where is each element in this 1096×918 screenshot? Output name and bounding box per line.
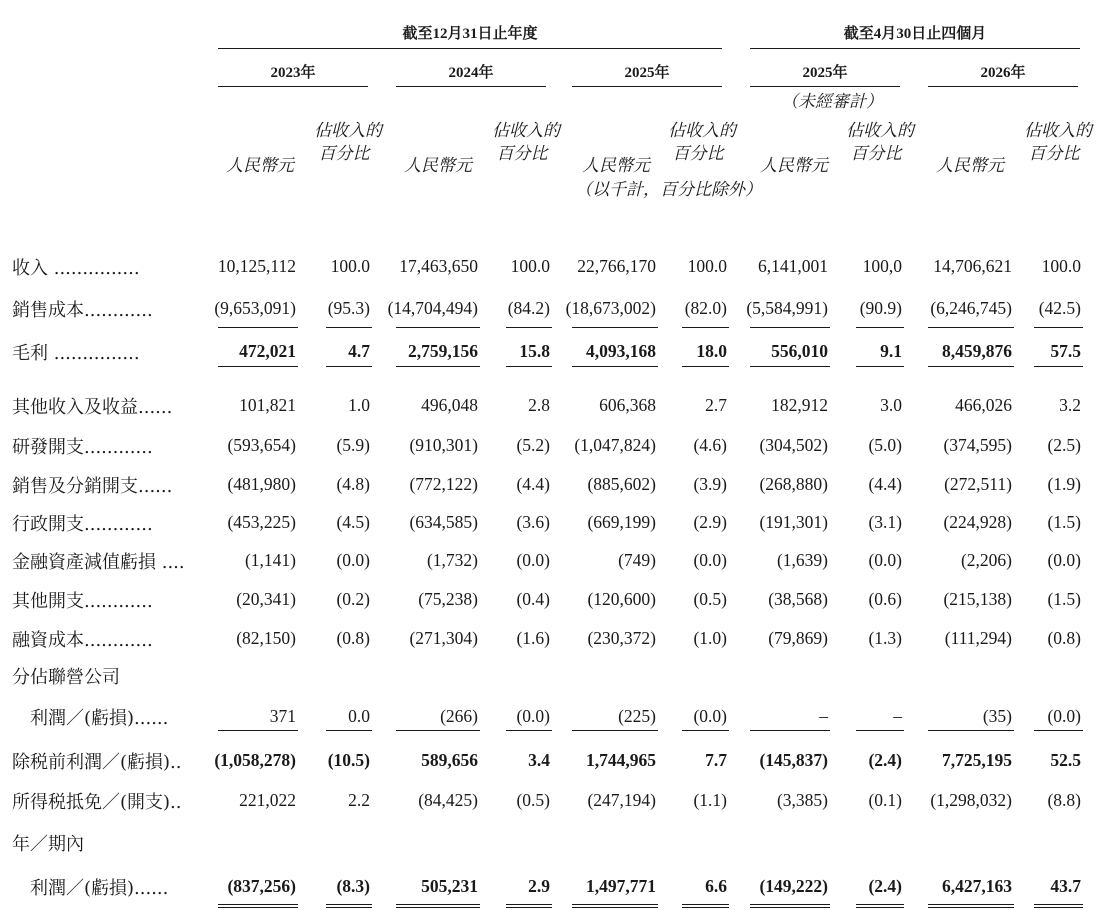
total-double-rule-rmb-2024: [396, 904, 480, 908]
total-double-rule-pct-2023: [326, 904, 372, 908]
cell-rmb-2025: (669,199): [587, 512, 656, 532]
cell-rmb-2025-4m: (149,222): [759, 876, 828, 896]
row-label: 年／期內: [12, 834, 84, 855]
cell-pct-2025-4m: 100,0: [862, 256, 902, 276]
row-label: 研發開支............: [12, 437, 153, 458]
cell-rmb-2023: (1,058,278): [214, 750, 296, 770]
rmb-header-2023: 人民幣元: [226, 156, 294, 175]
cell-rmb-2025: 22,766,170: [577, 256, 656, 276]
year-rule-2025: [572, 86, 722, 87]
cell-rmb-2025: (230,372): [587, 628, 656, 648]
subtotal-rule-pct-2025: [682, 366, 729, 367]
cell-pct-2023: (4.5): [336, 512, 370, 532]
subtotal-rule-pct-2025-4m: [856, 327, 904, 328]
subtotal-rule-pct-2024: [506, 366, 552, 367]
cell-pct-2026-4m: (8.8): [1047, 790, 1081, 810]
cell-rmb-2026-4m: (2,206): [960, 550, 1012, 570]
cell-rmb-2026-4m: (35): [982, 706, 1012, 726]
row-label: 銷售及分銷開支......: [12, 476, 173, 497]
pct-header-line1: 佔收入的: [314, 121, 382, 140]
cell-rmb-2025-4m: (3,385): [776, 790, 828, 810]
cell-rmb-2025: (1,047,824): [574, 435, 656, 455]
cell-pct-2025: (3.9): [693, 474, 727, 494]
cell-rmb-2024: 505,231: [421, 876, 478, 896]
cell-pct-2023: 1.0: [348, 395, 370, 415]
cell-rmb-2026-4m: 14,706,621: [933, 256, 1012, 276]
cell-rmb-2023: (20,341): [236, 589, 296, 609]
row-label: 行政開支............: [12, 514, 153, 535]
cell-pct-2023: (8.3): [336, 876, 370, 896]
pct-header-2026-4m: [1024, 119, 1092, 165]
cell-pct-2025-4m: (0.1): [868, 790, 902, 810]
rmb-header-2025: 人民幣元: [582, 156, 650, 175]
pct-header-line1: 佔收入的: [668, 121, 736, 140]
year-header-2023: 2023年: [270, 65, 316, 81]
cell-pct-2023: (5.9): [336, 435, 370, 455]
subtotal-rule-rmb-2023: [218, 327, 298, 328]
cell-rmb-2026-4m: 6,427,163: [942, 876, 1012, 896]
cell-pct-2026-4m: (42.5): [1038, 298, 1081, 318]
cell-rmb-2024: (84,425): [418, 790, 478, 810]
subtotal-rule-rmb-2024: [396, 730, 480, 731]
subtotal-rule-pct-2024: [506, 730, 552, 731]
cell-pct-2026-4m: 52.5: [1050, 750, 1081, 770]
cell-rmb-2023: (593,654): [227, 435, 296, 455]
pct-header-2025-4m: [846, 119, 914, 165]
cell-pct-2025: 6.6: [705, 876, 727, 896]
cell-rmb-2025: 1,744,965: [586, 750, 656, 770]
cell-rmb-2023: 10,125,112: [217, 256, 296, 276]
cell-rmb-2026-4m: (111,294): [944, 628, 1012, 648]
cell-pct-2025: (0.5): [693, 589, 727, 609]
cell-pct-2025-4m: (90.9): [859, 298, 902, 318]
subtotal-rule-pct-2025-4m: [856, 366, 904, 367]
cell-rmb-2023: 472,021: [239, 341, 296, 361]
cell-pct-2025-4m: 3.0: [880, 395, 902, 415]
subtotal-rule-rmb-2026-4m: [928, 327, 1014, 328]
subtotal-rule-pct-2025: [682, 730, 729, 731]
row-label: 利潤／(虧損)......: [12, 708, 169, 729]
unaudited-note: （未經審計）: [781, 92, 883, 111]
group-header-4m: 截至4月30日止四個月: [843, 26, 987, 42]
year-rule-2025-4m: [750, 86, 900, 87]
cell-pct-2025: 7.7: [705, 750, 727, 770]
subtotal-rule-rmb-2023: [218, 730, 298, 731]
cell-rmb-2024: (271,304): [409, 628, 478, 648]
row-label: 利潤／(虧損)......: [12, 878, 169, 899]
cell-pct-2024: (84.2): [507, 298, 550, 318]
cell-rmb-2025-4m: 6,141,001: [758, 256, 828, 276]
cell-pct-2024: 2.9: [528, 876, 550, 896]
cell-rmb-2025-4m: (5,584,991): [746, 298, 828, 318]
year-rule-2026-4m: [928, 86, 1078, 87]
cell-pct-2023: (4.8): [336, 474, 370, 494]
cell-pct-2024: (0.4): [516, 589, 550, 609]
cell-pct-2025-4m: (5.0): [868, 435, 902, 455]
cell-pct-2026-4m: (0.0): [1047, 550, 1081, 570]
cell-rmb-2025: (885,602): [587, 474, 656, 494]
year-rule-2023: [218, 86, 368, 87]
cell-rmb-2025-4m: 182,912: [771, 395, 828, 415]
subtotal-rule-pct-2025-4m: [856, 730, 904, 731]
total-double-rule-rmb-2025: [572, 904, 658, 908]
cell-pct-2023: (0.0): [336, 550, 370, 570]
row-label: 收入 ...............: [12, 258, 140, 279]
row-label: 分佔聯營公司: [12, 667, 120, 688]
cell-pct-2024: (0.5): [516, 790, 550, 810]
subtotal-rule-rmb-2026-4m: [928, 730, 1014, 731]
cell-rmb-2025: (749): [618, 550, 656, 570]
cell-pct-2023: (0.2): [336, 589, 370, 609]
cell-rmb-2023: 101,821: [239, 395, 296, 415]
cell-rmb-2025: (120,600): [587, 589, 656, 609]
total-double-rule-pct-2024: [506, 904, 552, 908]
cell-rmb-2024: (910,301): [409, 435, 478, 455]
subtotal-rule-rmb-2024: [396, 327, 480, 328]
cell-pct-2025-4m: (2.4): [868, 876, 902, 896]
cell-rmb-2023: (837,256): [227, 876, 296, 896]
cell-pct-2025: (82.0): [684, 298, 727, 318]
cell-pct-2025: 2.7: [705, 395, 727, 415]
cell-pct-2023: 100.0: [330, 256, 370, 276]
row-label: 其他收入及收益......: [12, 397, 173, 418]
subtotal-rule-pct-2024: [506, 327, 552, 328]
cell-pct-2023: (0.8): [336, 628, 370, 648]
group-rule-fy: [218, 48, 722, 49]
pct-header-line2: 百分比: [1028, 144, 1080, 163]
pct-header-line2: 百分比: [318, 144, 370, 163]
pct-header-line1: 佔收入的: [846, 121, 914, 140]
subtotal-rule-pct-2023: [326, 327, 372, 328]
pct-header-2025: [668, 119, 736, 165]
pct-header-line2: 百分比: [850, 144, 902, 163]
cell-rmb-2026-4m: 466,026: [955, 395, 1012, 415]
cell-pct-2025: (0.0): [693, 550, 727, 570]
year-header-2024: 2024年: [448, 65, 494, 81]
cell-pct-2025-4m: (2.4): [868, 750, 902, 770]
cell-rmb-2023: (1,141): [244, 550, 296, 570]
subtotal-rule-pct-2026-4m: [1034, 730, 1083, 731]
cell-rmb-2024: (634,585): [409, 512, 478, 532]
cell-rmb-2026-4m: (374,595): [943, 435, 1012, 455]
cell-pct-2026-4m: 57.5: [1050, 341, 1081, 361]
cell-pct-2026-4m: (0.8): [1047, 628, 1081, 648]
subtotal-rule-pct-2026-4m: [1034, 327, 1083, 328]
pct-header-line1: 佔收入的: [492, 121, 560, 140]
cell-pct-2026-4m: (1.5): [1047, 512, 1081, 532]
cell-rmb-2025-4m: –: [819, 706, 828, 726]
cell-pct-2026-4m: 100.0: [1041, 256, 1081, 276]
cell-pct-2023: 2.2: [348, 790, 370, 810]
year-rule-2024: [396, 86, 546, 87]
cell-rmb-2025: (225): [618, 706, 656, 726]
cell-rmb-2024: 2,759,156: [408, 341, 478, 361]
cell-rmb-2025-4m: (38,568): [768, 589, 828, 609]
row-label: 融資成本............: [12, 630, 153, 651]
cell-rmb-2026-4m: (224,928): [943, 512, 1012, 532]
rmb-header-2026-4m: 人民幣元: [936, 156, 1004, 175]
row-label: 其他開支............: [12, 591, 153, 612]
cell-pct-2026-4m: 43.7: [1050, 876, 1081, 896]
units-note: （以千計，百分比除外）: [575, 180, 762, 199]
cell-pct-2025: (2.9): [693, 512, 727, 532]
cell-pct-2024: (0.0): [516, 550, 550, 570]
cell-pct-2024: 2.8: [528, 395, 550, 415]
total-double-rule-rmb-2026-4m: [928, 904, 1014, 908]
cell-rmb-2024: (266): [440, 706, 478, 726]
subtotal-rule-rmb-2023: [218, 366, 298, 367]
pct-header-2023: [314, 119, 382, 165]
cell-pct-2025: 18.0: [696, 341, 727, 361]
subtotal-rule-pct-2025: [682, 327, 729, 328]
cell-rmb-2025-4m: (191,301): [759, 512, 828, 532]
year-header-2025: 2025年: [624, 65, 670, 81]
cell-pct-2023: 0.0: [348, 706, 370, 726]
cell-rmb-2023: 221,022: [239, 790, 296, 810]
cell-pct-2025: (1.0): [693, 628, 727, 648]
subtotal-rule-rmb-2025-4m: [750, 327, 830, 328]
cell-rmb-2024: (14,704,494): [387, 298, 478, 318]
cell-rmb-2025: (18,673,002): [565, 298, 656, 318]
cell-rmb-2025-4m: (304,502): [759, 435, 828, 455]
cell-pct-2023: (95.3): [327, 298, 370, 318]
cell-rmb-2023: (82,150): [236, 628, 296, 648]
cell-rmb-2025-4m: (1,639): [776, 550, 828, 570]
cell-rmb-2025-4m: (268,880): [759, 474, 828, 494]
pct-header-line1: 佔收入的: [1024, 121, 1092, 140]
cell-pct-2026-4m: (0.0): [1047, 706, 1081, 726]
cell-pct-2026-4m: (1.9): [1047, 474, 1081, 494]
subtotal-rule-rmb-2025: [572, 327, 658, 328]
row-label: 所得税抵免／(開支)..: [12, 792, 182, 813]
cell-rmb-2025: 1,497,771: [586, 876, 656, 896]
cell-pct-2025: (1.1): [693, 790, 727, 810]
pct-header-2024: [492, 119, 560, 165]
cell-pct-2024: 15.8: [519, 341, 550, 361]
cell-rmb-2025: (247,194): [587, 790, 656, 810]
cell-rmb-2024: (1,732): [426, 550, 478, 570]
cell-pct-2024: (1.6): [516, 628, 550, 648]
cell-pct-2025-4m: –: [893, 706, 902, 726]
cell-rmb-2025-4m: (145,837): [759, 750, 828, 770]
row-label: 毛利 ...............: [12, 343, 140, 364]
cell-pct-2025: (4.6): [693, 435, 727, 455]
cell-rmb-2025: 606,368: [599, 395, 656, 415]
subtotal-rule-rmb-2025: [572, 730, 658, 731]
cell-pct-2023: (10.5): [327, 750, 370, 770]
subtotal-rule-rmb-2025-4m: [750, 366, 830, 367]
cell-pct-2024: (0.0): [516, 706, 550, 726]
cell-rmb-2023: (481,980): [227, 474, 296, 494]
group-header-fy: 截至12月31日止年度: [402, 26, 538, 42]
cell-pct-2025-4m: (1.3): [868, 628, 902, 648]
total-double-rule-pct-2025-4m: [856, 904, 904, 908]
cell-rmb-2026-4m: (1,298,032): [930, 790, 1012, 810]
cell-rmb-2026-4m: (215,138): [943, 589, 1012, 609]
subtotal-rule-rmb-2024: [396, 366, 480, 367]
group-rule-4m: [750, 48, 1080, 49]
cell-rmb-2024: (75,238): [418, 589, 478, 609]
cell-rmb-2023: 371: [269, 706, 296, 726]
cell-pct-2025: 100.0: [687, 256, 727, 276]
cell-pct-2025-4m: 9.1: [880, 341, 902, 361]
subtotal-rule-pct-2026-4m: [1034, 366, 1083, 367]
cell-pct-2026-4m: (1.5): [1047, 589, 1081, 609]
total-double-rule-rmb-2025-4m: [750, 904, 830, 908]
subtotal-rule-pct-2023: [326, 730, 372, 731]
total-double-rule-pct-2025: [682, 904, 729, 908]
cell-rmb-2026-4m: 8,459,876: [942, 341, 1012, 361]
cell-rmb-2025-4m: (79,869): [768, 628, 828, 648]
cell-pct-2023: 4.7: [348, 341, 370, 361]
cell-pct-2026-4m: (2.5): [1047, 435, 1081, 455]
rmb-header-2024: 人民幣元: [404, 156, 472, 175]
cell-rmb-2023: (453,225): [227, 512, 296, 532]
cell-rmb-2024: 17,463,650: [399, 256, 478, 276]
cell-pct-2026-4m: 3.2: [1059, 395, 1081, 415]
total-double-rule-rmb-2023: [218, 904, 298, 908]
cell-rmb-2024: (772,122): [409, 474, 478, 494]
cell-pct-2025-4m: (3.1): [868, 512, 902, 532]
subtotal-rule-rmb-2025-4m: [750, 730, 830, 731]
cell-pct-2024: 100.0: [510, 256, 550, 276]
row-label: 銷售成本............: [12, 300, 153, 321]
subtotal-rule-pct-2023: [326, 366, 372, 367]
cell-rmb-2026-4m: 7,725,195: [942, 750, 1012, 770]
cell-rmb-2026-4m: (272,511): [944, 474, 1012, 494]
cell-pct-2024: (3.6): [516, 512, 550, 532]
cell-pct-2024: (4.4): [516, 474, 550, 494]
year-header-2025-4m: 2025年: [802, 65, 848, 81]
row-label: 金融資產減值虧損 ....: [12, 552, 185, 573]
cell-rmb-2024: 496,048: [421, 395, 478, 415]
row-label: 除税前利潤／(虧損)..: [12, 752, 182, 773]
pct-header-line2: 百分比: [672, 144, 724, 163]
total-double-rule-pct-2026-4m: [1034, 904, 1083, 908]
pct-header-line2: 百分比: [496, 144, 548, 163]
subtotal-rule-rmb-2025: [572, 366, 658, 367]
cell-pct-2025-4m: (0.0): [868, 550, 902, 570]
cell-pct-2025-4m: (0.6): [868, 589, 902, 609]
cell-rmb-2023: (9,653,091): [214, 298, 296, 318]
cell-rmb-2025-4m: 556,010: [771, 341, 828, 361]
cell-rmb-2026-4m: (6,246,745): [930, 298, 1012, 318]
cell-pct-2024: (5.2): [516, 435, 550, 455]
cell-rmb-2024: 589,656: [421, 750, 478, 770]
subtotal-rule-rmb-2026-4m: [928, 366, 1014, 367]
rmb-header-2025-4m: 人民幣元: [760, 156, 828, 175]
cell-pct-2024: 3.4: [528, 750, 550, 770]
cell-rmb-2025: 4,093,168: [586, 341, 656, 361]
cell-pct-2025: (0.0): [693, 706, 727, 726]
cell-pct-2025-4m: (4.4): [868, 474, 902, 494]
year-header-2026-4m: 2026年: [980, 65, 1026, 81]
